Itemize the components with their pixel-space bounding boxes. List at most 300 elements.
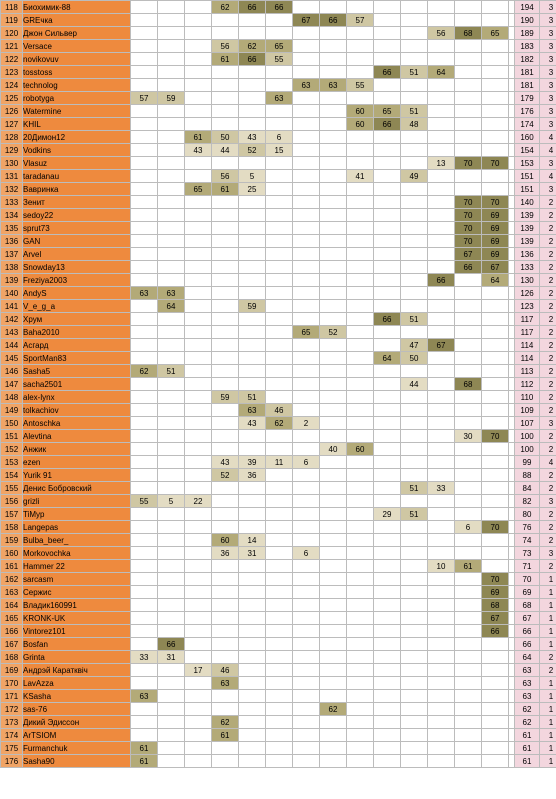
score-cell	[374, 651, 401, 664]
score-cell	[347, 53, 374, 66]
score-cell: 70	[482, 573, 509, 586]
score-cell	[401, 326, 428, 339]
score-cell	[482, 326, 509, 339]
score-cell	[347, 235, 374, 248]
score-cell	[374, 430, 401, 443]
rank-cell: 161	[1, 560, 23, 573]
total-cell: 76	[515, 521, 540, 534]
score-cell	[131, 326, 158, 339]
score-cell: 30	[455, 430, 482, 443]
score-cell	[455, 79, 482, 92]
score-cell	[428, 92, 455, 105]
score-cell	[293, 742, 320, 755]
score-cell	[482, 664, 509, 677]
score-cell	[374, 131, 401, 144]
score-cell	[266, 651, 293, 664]
score-cell	[401, 79, 428, 92]
player-name-cell: Vodkins	[23, 144, 131, 157]
score-cell	[455, 664, 482, 677]
score-cell	[401, 248, 428, 261]
table-row	[1, 469, 556, 482]
score-cell	[320, 287, 347, 300]
score-cell	[482, 651, 509, 664]
score-cell	[374, 326, 401, 339]
score-cell	[320, 612, 347, 625]
score-cell	[239, 664, 266, 677]
score-cell	[131, 235, 158, 248]
score-cell	[293, 300, 320, 313]
score-cell	[428, 547, 455, 560]
rank-cell: 171	[1, 690, 23, 703]
score-cell	[212, 521, 239, 534]
score-cell	[401, 755, 428, 768]
rank-cell: 119	[1, 14, 23, 27]
score-cell	[320, 391, 347, 404]
total-cell: 63	[515, 690, 540, 703]
score-cell	[401, 14, 428, 27]
score-cell	[185, 261, 212, 274]
count-cell: 1	[540, 599, 556, 612]
score-cell	[374, 560, 401, 573]
score-cell	[266, 105, 293, 118]
score-cell	[266, 703, 293, 716]
score-cell: 59	[158, 92, 185, 105]
rank-cell: 156	[1, 495, 23, 508]
score-cell	[320, 300, 347, 313]
player-name-cell: KSasha	[23, 690, 131, 703]
player-name-cell: Зенит	[23, 196, 131, 209]
score-cell	[320, 742, 347, 755]
score-cell	[212, 573, 239, 586]
score-cell	[266, 547, 293, 560]
table-row	[1, 365, 556, 378]
score-cell	[131, 300, 158, 313]
score-cell	[320, 313, 347, 326]
total-cell: 133	[515, 261, 540, 274]
score-cell	[347, 248, 374, 261]
score-cell	[320, 573, 347, 586]
score-cell	[131, 612, 158, 625]
score-cell	[158, 599, 185, 612]
score-cell	[455, 495, 482, 508]
total-cell: 61	[515, 729, 540, 742]
score-cell: 68	[455, 378, 482, 391]
score-cell	[293, 391, 320, 404]
score-cell	[185, 599, 212, 612]
score-cell	[293, 755, 320, 768]
score-cell: 66	[239, 1, 266, 14]
score-cell	[374, 495, 401, 508]
score-cell	[266, 287, 293, 300]
score-cell	[374, 456, 401, 469]
score-cell	[266, 66, 293, 79]
player-name-cell: tolkachiov	[23, 404, 131, 417]
table-row	[1, 755, 556, 768]
score-cell	[239, 339, 266, 352]
score-cell	[455, 339, 482, 352]
score-cell	[320, 196, 347, 209]
count-cell: 1	[540, 742, 556, 755]
score-cell: 62	[239, 40, 266, 53]
score-cell	[428, 222, 455, 235]
score-cell	[185, 612, 212, 625]
score-cell	[293, 716, 320, 729]
count-cell: 2	[540, 508, 556, 521]
score-cell	[374, 703, 401, 716]
score-cell	[158, 586, 185, 599]
total-cell: 63	[515, 664, 540, 677]
score-cell	[158, 248, 185, 261]
score-cell	[347, 703, 374, 716]
score-cell	[401, 27, 428, 40]
score-cell: 50	[401, 352, 428, 365]
rank-cell: 127	[1, 118, 23, 131]
score-cell	[185, 53, 212, 66]
score-cell	[320, 456, 347, 469]
score-cell	[401, 131, 428, 144]
rank-cell: 153	[1, 456, 23, 469]
player-name-cell: AndyS	[23, 287, 131, 300]
score-cell	[185, 170, 212, 183]
score-cell	[239, 274, 266, 287]
table-row	[1, 703, 556, 716]
score-cell	[266, 235, 293, 248]
score-cell: 60	[347, 443, 374, 456]
table-row	[1, 508, 556, 521]
score-cell	[212, 638, 239, 651]
table-row	[1, 716, 556, 729]
score-cell	[482, 677, 509, 690]
count-cell: 3	[540, 157, 556, 170]
score-cell: 60	[347, 118, 374, 131]
rank-cell: 125	[1, 92, 23, 105]
table-row	[1, 456, 556, 469]
score-cell: 64	[158, 300, 185, 313]
score-cell: 5	[239, 170, 266, 183]
rank-cell: 167	[1, 638, 23, 651]
score-cell: 61	[131, 742, 158, 755]
rank-cell: 154	[1, 469, 23, 482]
score-cell	[158, 313, 185, 326]
score-cell	[212, 625, 239, 638]
score-cell	[482, 716, 509, 729]
score-cell	[482, 469, 509, 482]
score-cell	[239, 742, 266, 755]
score-cell	[293, 612, 320, 625]
score-cell	[428, 430, 455, 443]
player-name-cell: Дикий Эдиссон	[23, 716, 131, 729]
score-cell	[374, 469, 401, 482]
score-cell	[239, 625, 266, 638]
score-cell: 63	[158, 287, 185, 300]
score-cell	[266, 209, 293, 222]
score-cell: 46	[212, 664, 239, 677]
score-cell: 31	[239, 547, 266, 560]
score-cell	[320, 209, 347, 222]
score-cell	[293, 599, 320, 612]
score-cell	[158, 690, 185, 703]
table-row	[1, 131, 556, 144]
count-cell: 2	[540, 339, 556, 352]
table-row	[1, 586, 556, 599]
score-cell	[185, 521, 212, 534]
score-cell	[320, 274, 347, 287]
score-cell	[374, 547, 401, 560]
score-cell	[185, 391, 212, 404]
score-cell	[131, 248, 158, 261]
player-name-cell: Alevtina	[23, 430, 131, 443]
score-cell	[266, 313, 293, 326]
score-cell	[239, 560, 266, 573]
total-cell: 181	[515, 79, 540, 92]
score-cell	[239, 196, 266, 209]
total-cell: 112	[515, 378, 540, 391]
score-cell	[455, 66, 482, 79]
count-cell: 1	[540, 703, 556, 716]
total-cell: 179	[515, 92, 540, 105]
score-cell	[428, 404, 455, 417]
total-cell: 154	[515, 144, 540, 157]
score-cell	[239, 92, 266, 105]
score-cell	[239, 313, 266, 326]
score-cell	[455, 482, 482, 495]
score-cell: 17	[185, 664, 212, 677]
score-cell	[293, 469, 320, 482]
table-row	[1, 378, 556, 391]
score-cell	[374, 222, 401, 235]
score-cell	[266, 261, 293, 274]
score-cell: 6	[293, 547, 320, 560]
score-cell	[293, 404, 320, 417]
score-cell	[131, 118, 158, 131]
score-cell	[374, 573, 401, 586]
rank-cell: 137	[1, 248, 23, 261]
score-cell	[320, 222, 347, 235]
table-row	[1, 443, 556, 456]
rank-cell: 158	[1, 521, 23, 534]
score-cell	[374, 534, 401, 547]
score-cell	[482, 92, 509, 105]
score-cell	[428, 248, 455, 261]
score-cell	[212, 118, 239, 131]
count-cell: 2	[540, 222, 556, 235]
player-name-cell: Биохимик-88	[23, 1, 131, 14]
score-cell	[320, 495, 347, 508]
score-cell	[347, 547, 374, 560]
count-cell: 4	[540, 144, 556, 157]
score-cell	[266, 586, 293, 599]
score-cell	[266, 599, 293, 612]
score-cell	[212, 274, 239, 287]
score-cell: 66	[374, 66, 401, 79]
count-cell: 2	[540, 469, 556, 482]
score-cell	[320, 586, 347, 599]
table-row	[1, 599, 556, 612]
player-name-cell: sacha2501	[23, 378, 131, 391]
total-cell: 109	[515, 404, 540, 417]
score-cell	[158, 573, 185, 586]
score-cell	[185, 79, 212, 92]
total-cell: 190	[515, 14, 540, 27]
player-name-cell: SportMan83	[23, 352, 131, 365]
table-row	[1, 638, 556, 651]
score-cell	[131, 209, 158, 222]
score-cell	[428, 508, 455, 521]
count-cell: 3	[540, 1, 556, 14]
score-cell	[239, 677, 266, 690]
score-cell: 5	[158, 495, 185, 508]
score-cell: 51	[401, 508, 428, 521]
score-cell: 62	[131, 365, 158, 378]
score-cell	[293, 339, 320, 352]
score-cell	[266, 79, 293, 92]
rank-cell: 124	[1, 79, 23, 92]
score-cell	[131, 625, 158, 638]
score-cell	[401, 456, 428, 469]
score-cell	[482, 404, 509, 417]
score-cell	[266, 274, 293, 287]
total-cell: 140	[515, 196, 540, 209]
count-cell: 1	[540, 755, 556, 768]
score-cell	[266, 677, 293, 690]
score-cell	[455, 469, 482, 482]
score-cell	[158, 703, 185, 716]
count-cell: 3	[540, 40, 556, 53]
score-cell	[131, 534, 158, 547]
score-cell	[185, 313, 212, 326]
score-cell	[158, 79, 185, 92]
score-cell: 51	[158, 365, 185, 378]
rank-cell: 166	[1, 625, 23, 638]
score-cell	[293, 209, 320, 222]
score-cell	[455, 352, 482, 365]
total-cell: 151	[515, 170, 540, 183]
score-cell: 61	[212, 729, 239, 742]
score-cell	[185, 469, 212, 482]
score-cell	[239, 495, 266, 508]
count-cell: 1	[540, 573, 556, 586]
score-cell	[212, 261, 239, 274]
score-cell	[374, 14, 401, 27]
score-cell	[428, 638, 455, 651]
player-name-cell: Arvel	[23, 248, 131, 261]
total-cell: 183	[515, 40, 540, 53]
score-cell	[482, 1, 509, 14]
total-cell: 194	[515, 1, 540, 14]
player-name-cell: KHIL	[23, 118, 131, 131]
score-cell	[428, 196, 455, 209]
score-cell	[266, 14, 293, 27]
player-name-cell: Hammer 22	[23, 560, 131, 573]
score-cell	[293, 365, 320, 378]
score-cell	[455, 456, 482, 469]
score-cell: 70	[455, 157, 482, 170]
score-cell	[212, 235, 239, 248]
score-cell	[212, 651, 239, 664]
table-row	[1, 183, 556, 196]
score-cell	[212, 365, 239, 378]
score-cell	[428, 417, 455, 430]
table-row	[1, 742, 556, 755]
score-cell: 63	[131, 287, 158, 300]
table-row	[1, 547, 556, 560]
score-cell	[239, 105, 266, 118]
score-cell: 66	[239, 53, 266, 66]
score-cell	[212, 209, 239, 222]
score-cell	[131, 14, 158, 27]
score-cell	[347, 183, 374, 196]
table-row	[1, 222, 556, 235]
score-cell	[320, 157, 347, 170]
score-cell	[455, 1, 482, 14]
score-cell: 63	[293, 79, 320, 92]
score-cell	[185, 274, 212, 287]
score-cell	[158, 105, 185, 118]
rank-cell: 169	[1, 664, 23, 677]
score-cell	[239, 716, 266, 729]
player-name-cell: sas-76	[23, 703, 131, 716]
count-cell: 1	[540, 677, 556, 690]
rank-cell: 165	[1, 612, 23, 625]
score-cell	[131, 79, 158, 92]
score-cell	[158, 352, 185, 365]
score-cell	[212, 92, 239, 105]
score-cell	[158, 547, 185, 560]
score-cell	[455, 131, 482, 144]
total-cell: 63	[515, 677, 540, 690]
score-cell	[158, 339, 185, 352]
score-cell: 65	[185, 183, 212, 196]
score-cell	[158, 508, 185, 521]
score-cell	[320, 690, 347, 703]
score-cell	[293, 677, 320, 690]
total-cell: 139	[515, 235, 540, 248]
score-cell	[239, 508, 266, 521]
score-cell	[131, 482, 158, 495]
score-cell	[158, 131, 185, 144]
score-cell	[158, 27, 185, 40]
score-cell	[131, 417, 158, 430]
score-cell	[374, 287, 401, 300]
score-cell: 70	[482, 430, 509, 443]
score-cell	[401, 287, 428, 300]
score-cell	[131, 677, 158, 690]
score-cell	[455, 183, 482, 196]
table-row	[1, 274, 556, 287]
count-cell: 3	[540, 547, 556, 560]
score-cell	[293, 222, 320, 235]
score-cell	[131, 664, 158, 677]
score-cell	[374, 417, 401, 430]
score-cell	[320, 664, 347, 677]
total-cell: 100	[515, 430, 540, 443]
score-cell: 63	[266, 92, 293, 105]
score-cell	[131, 196, 158, 209]
score-cell: 43	[185, 144, 212, 157]
rank-cell: 120	[1, 27, 23, 40]
rank-cell: 162	[1, 573, 23, 586]
total-cell: 139	[515, 222, 540, 235]
table-row	[1, 170, 556, 183]
score-cell	[374, 755, 401, 768]
score-cell	[347, 625, 374, 638]
total-cell: 176	[515, 105, 540, 118]
score-cell	[320, 625, 347, 638]
score-cell	[185, 40, 212, 53]
score-cell	[293, 729, 320, 742]
score-cell	[401, 469, 428, 482]
score-cell	[428, 456, 455, 469]
